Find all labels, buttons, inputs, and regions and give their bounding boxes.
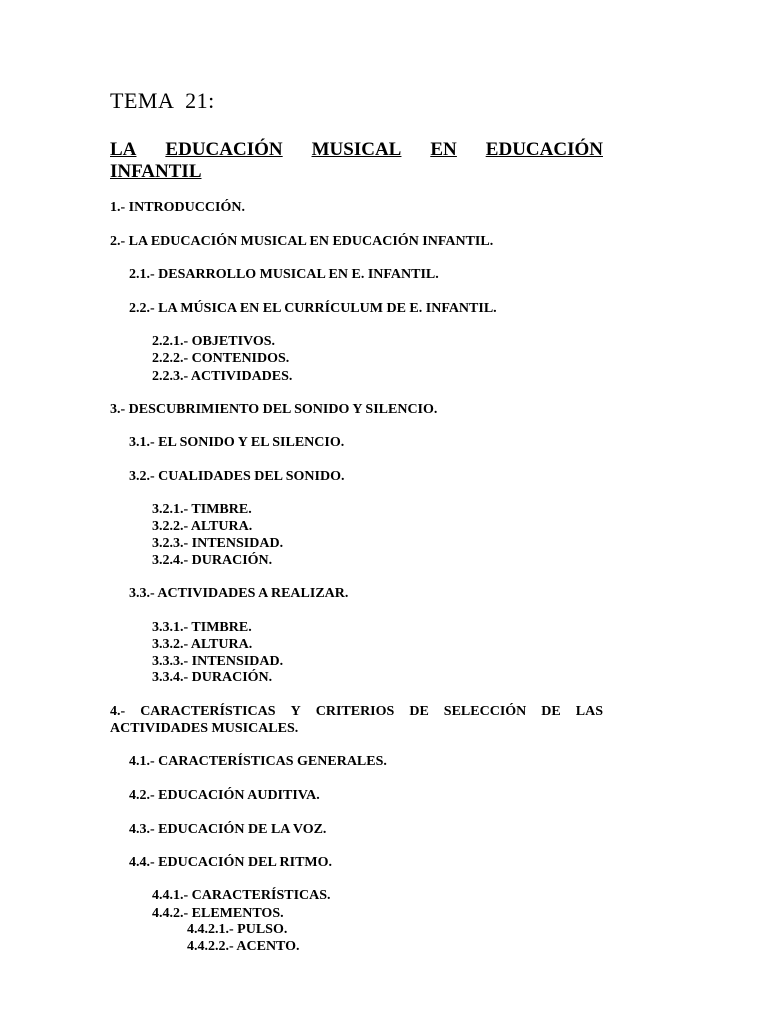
toc-entry: 3.- DESCUBRIMIENTO DEL SONIDO Y SILENCIO. [110, 402, 438, 417]
toc-word: Y [290, 704, 301, 719]
toc-entry: 4.3.- EDUCACIÓN DE LA VOZ. [129, 822, 327, 837]
tema-heading: TEMA 21: [110, 88, 215, 113]
toc-entry: 2.2.3.- ACTIVIDADES. [152, 369, 293, 384]
title-word: MUSICAL [311, 139, 402, 160]
toc-word: DE [541, 704, 561, 719]
title-word: EN [430, 139, 457, 160]
toc-word: LAS [575, 704, 603, 719]
toc-entry: 3.3.4.- DURACIÓN. [152, 670, 273, 685]
toc-word: CARACTERÍSTICAS [140, 704, 276, 719]
toc-entry: 2.2.1.- OBJETIVOS. [152, 334, 276, 349]
toc-entry: 2.- LA EDUCACIÓN MUSICAL EN EDUCACIÓN INFANTIL. [110, 234, 494, 249]
toc-entry: 3.3.2.- ALTURA. [152, 637, 253, 652]
toc-entry: 3.2.- CUALIDADES DEL SONIDO. [129, 469, 345, 484]
toc-word: DE [409, 704, 429, 719]
toc-entry: 3.2.1.- TIMBRE. [152, 502, 252, 517]
toc-entry: 3.3.1.- TIMBRE. [152, 620, 252, 635]
toc-entry: 2.2.- LA MÚSICA EN EL CURRÍCULUM DE E. INFANTIL. [129, 301, 497, 316]
title-word: EDUCACIÓN [165, 139, 283, 160]
toc-entry: 3.2.3.- INTENSIDAD. [152, 536, 284, 551]
title-line-1 [110, 139, 603, 161]
toc-entry: 4.4.- EDUCACIÓN DEL RITMO. [129, 855, 333, 870]
toc-entry: 4.1.- CARACTERÍSTICAS GENERALES. [129, 754, 387, 769]
document-title [110, 139, 603, 183]
toc-entry: 4.4.2.1.- PULSO. [187, 922, 288, 937]
toc-entry-multiline [110, 703, 603, 737]
toc-entry: 4.4.2.- ELEMENTOS. [152, 906, 284, 921]
toc-entry: 2.1.- DESARROLLO MUSICAL EN E. INFANTIL. [129, 267, 439, 282]
toc-entry-line-1 [110, 703, 603, 720]
toc-entry: 3.3.3.- INTENSIDAD. [152, 654, 284, 669]
toc-word: SELECCIÓN [443, 704, 527, 719]
toc-entry: 4.4.2.2.- ACENTO. [187, 939, 300, 954]
toc-entry: 4.2.- EDUCACIÓN AUDITIVA. [129, 788, 320, 803]
title-line-2: INFANTIL [110, 161, 202, 182]
title-word: EDUCACIÓN [485, 139, 603, 160]
toc-word: 4.- [110, 704, 126, 719]
toc-entry: 2.2.2.- CONTENIDOS. [152, 351, 290, 366]
toc-entry-line-2: ACTIVIDADES MUSICALES. [110, 721, 299, 736]
toc-entry: 3.3.- ACTIVIDADES A REALIZAR. [129, 586, 349, 601]
toc-entry: 3.2.4.- DURACIÓN. [152, 553, 273, 568]
toc-entry: 1.- INTRODUCCIÓN. [110, 200, 245, 215]
toc-word: CRITERIOS [315, 704, 395, 719]
toc-entry: 4.4.1.- CARACTERÍSTICAS. [152, 888, 331, 903]
toc-entry: 3.1.- EL SONIDO Y EL SILENCIO. [129, 435, 345, 450]
title-word: LA [110, 139, 137, 160]
toc-entry: 3.2.2.- ALTURA. [152, 519, 253, 534]
